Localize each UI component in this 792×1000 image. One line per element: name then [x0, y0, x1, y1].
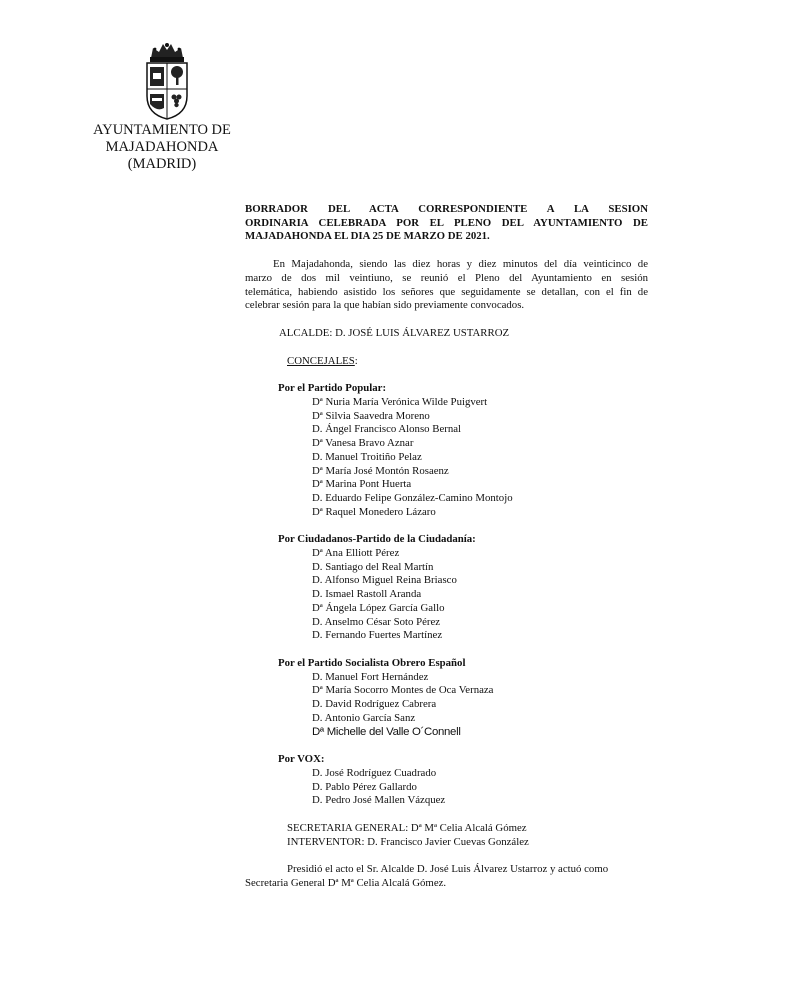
intro-line: marzo de dos mil veintiuno, se reunió el Pleno del Ayuntamiento en sesión [245, 271, 648, 284]
party-label: Por el Partido Socialista Obrero Español [278, 656, 466, 669]
coat-of-arms-icon [143, 42, 191, 120]
councillor-name: D. Ismael Rastoll Aranda [312, 588, 422, 601]
councillor-name: D. Pedro José Mallen Vázquez [312, 794, 446, 807]
councillor-name: D. Manuel Troitiño Pelaz [312, 450, 422, 463]
party-label: Por el Partido Popular: [278, 382, 387, 395]
party-label: Por VOX: [278, 753, 325, 766]
councillors-colon: : [354, 354, 358, 367]
councillors-label: CONCEJALES [287, 354, 355, 367]
councillor-name: D. David Rodríguez Cabrera [312, 698, 437, 711]
councillor-name: D. Anselmo César Soto Pérez [312, 615, 441, 628]
councillor-name: D. Eduardo Felipe González-Camino Montojo [312, 491, 513, 504]
councillor-name: D. Alfonso Miguel Reina Briasco [312, 574, 457, 587]
organization-name [82, 122, 242, 173]
councillor-name: Dª Raquel Monedero Lázaro [312, 505, 436, 518]
councillor-name: Dª Marina Pont Huerta [312, 478, 412, 491]
comptroller-line: INTERVENTOR: D. Francisco Javier Cuevas González [287, 835, 529, 848]
party-group [245, 533, 648, 643]
org-line: (MADRID) [127, 156, 197, 172]
councillors-heading [287, 355, 648, 369]
mayor-line: ALCALDE: D. JOSÉ LUIS ÁLVAREZ USTARROZ [279, 326, 510, 339]
councillor-name: Dª Ángela López García Gallo [312, 601, 445, 614]
councillor-name: Dª Silvia Saavedra Moreno [312, 409, 430, 422]
councillor-name: Dª María José Montón Rosaenz [312, 464, 449, 477]
closing-line: Presidió el acto el Sr. Alcalde D. José Luis Álvarez Ustarroz y actuó como [287, 863, 609, 876]
councillor-name: D. Manuel Fort Hernández [312, 670, 429, 683]
officials-block [287, 822, 648, 849]
intro-line: telemática, habiendo asistido los señores que seguidamente se detallan, con el fin de [245, 285, 648, 298]
party-group [245, 382, 648, 519]
secretary-line: SECRETARIA GENERAL: Dª Mª Celia Alcalá Gómez [287, 822, 527, 835]
councillor-name: Dª Ana Elliott Pérez [312, 547, 400, 560]
closing-line: Secretaria General Dª Mª Celia Alcalá Gómez. [245, 877, 447, 890]
councillor-name: D. Pablo Pérez Gallardo [312, 780, 417, 793]
councillor-name: D. Santiago del Real Martín [312, 560, 434, 573]
intro-line: celebrar sesión para la que habían sido previamente convocados. [245, 299, 525, 312]
org-line: AYUNTAMIENTO DE [93, 122, 231, 138]
party-group [245, 657, 648, 739]
councillor-name: Dª Nuria María Verónica Wilde Puigvert [312, 396, 488, 409]
document-body [245, 203, 648, 891]
document-title-line: BORRADOR DEL ACTA CORRESPONDIENTE A LA SESION [245, 203, 648, 215]
councillor-name: D. Ángel Francisco Alonso Bernal [312, 423, 462, 436]
councillor-name: D. Antonio García Sanz [312, 711, 416, 724]
intro-line: En Majadahonda, siendo las diez horas y diez minutos del día veinticinco de [273, 258, 648, 271]
councillor-name: D. José Rodríguez Cuadrado [312, 766, 437, 779]
councillor-name: Dª Vanesa Bravo Aznar [312, 437, 414, 450]
councillor-name: Dª María Socorro Montes de Oca Vernaza [312, 684, 494, 697]
document-title-line: ORDINARIA CELEBRADA POR EL PLENO DEL AYUNTAMIENTO DE [245, 216, 648, 229]
org-line: MAJADAHONDA [105, 139, 219, 155]
party-group [245, 753, 648, 808]
councillor-name: Dª Michelle del Valle O´Connell [312, 725, 461, 738]
councillor-name: D. Fernando Fuertes Martínez [312, 629, 443, 642]
party-label: Por Ciudadanos-Partido de la Ciudadanía: [278, 533, 476, 546]
document-title-line: MAJADAHONDA EL DIA 25 DE MARZO DE 2021. [245, 230, 490, 243]
